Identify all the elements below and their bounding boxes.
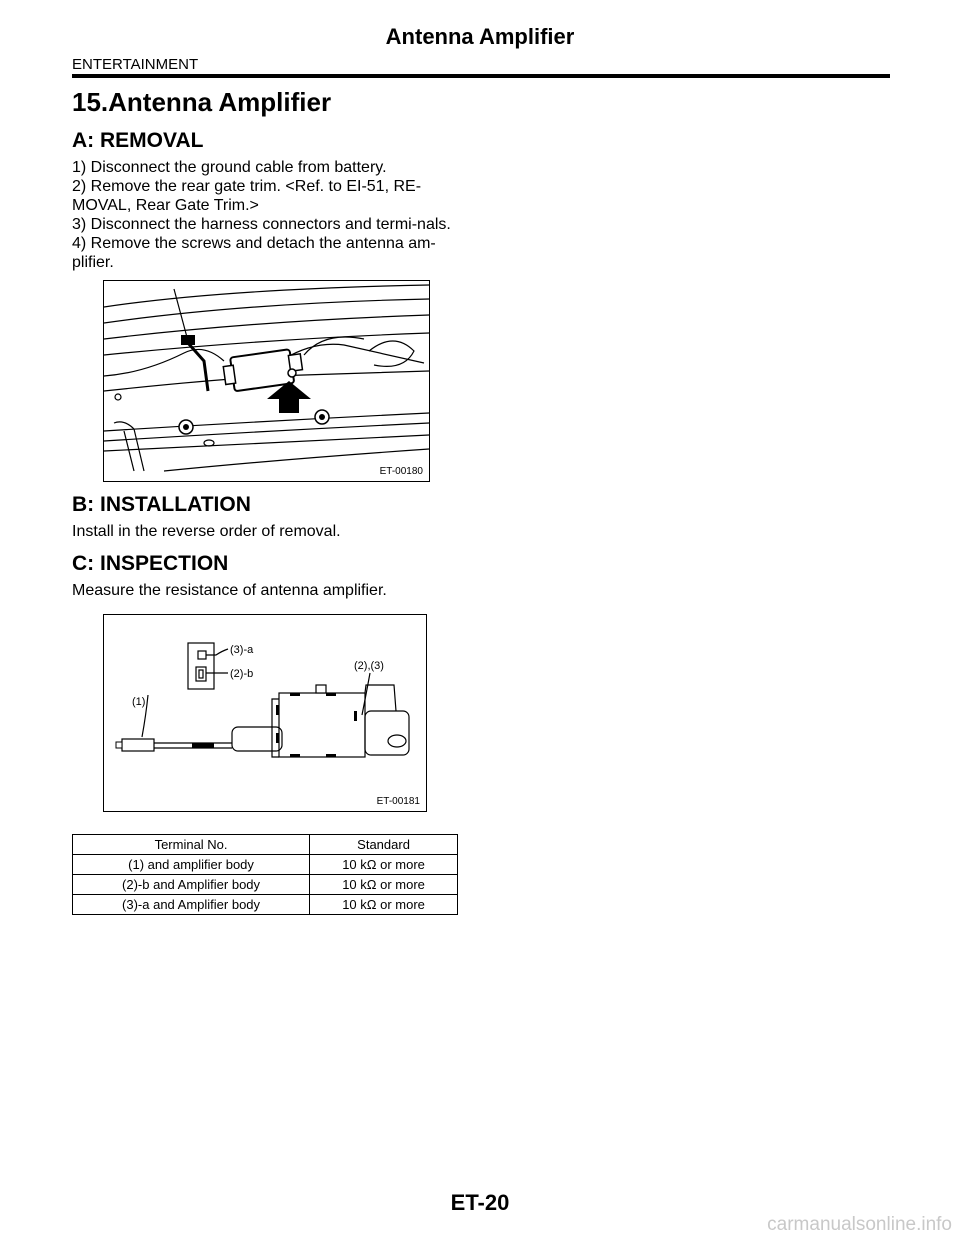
resistance-spec-table: [72, 834, 458, 915]
removal-figure-code: ET-00180: [379, 466, 423, 477]
table-cell: 10 kΩ or more: [310, 855, 458, 875]
removal-figure: [103, 280, 430, 482]
table-header-cell: Terminal No.: [73, 835, 310, 855]
page-number: ET-20: [450, 1190, 510, 1215]
removal-step: 2) Remove the rear gate trim. <Ref. to EI-51, RE-MOVAL, Rear Gate Trim.>: [72, 178, 422, 214]
table-cell: (2)-b and Amplifier body: [73, 875, 310, 895]
page-header-title: Antenna Amplifier: [385, 24, 575, 49]
removal-step: 4) Remove the screws and detach the antenna am-plifier.: [72, 235, 436, 271]
table-cell: (3)-a and Amplifier body: [73, 895, 310, 915]
table-row: [73, 895, 458, 915]
antenna-amplifier-terminal-illustration: [104, 615, 426, 811]
label-2-3: (2),(3): [354, 660, 384, 672]
table-cell: 10 kΩ or more: [310, 875, 458, 895]
inspection-figure-code: ET-00181: [376, 796, 420, 807]
content-column: [72, 86, 460, 915]
inspection-text: Measure the resistance of antenna amplifier.: [72, 582, 387, 599]
main-title: 15.Antenna Amplifier: [72, 87, 332, 117]
installation-heading: B: INSTALLATION: [72, 493, 251, 516]
installation-text: Install in the reverse order of removal.: [72, 523, 341, 540]
table-cell: 10 kΩ or more: [310, 895, 458, 915]
watermark: carmanualsonline.info: [767, 1214, 952, 1235]
table-row: [73, 875, 458, 895]
table-row: [73, 855, 458, 875]
removal-heading: A: REMOVAL: [72, 129, 204, 152]
removal-step: 1) Disconnect the ground cable from battery.: [72, 159, 387, 176]
table-cell: (1) and amplifier body: [73, 855, 310, 875]
label-1: (1): [132, 696, 146, 708]
label-3a: (3)-a: [230, 644, 254, 656]
section-label: ENTERTAINMENT: [72, 56, 199, 73]
antenna-amplifier-location-illustration: [104, 281, 429, 481]
removal-step: 3) Disconnect the harness connectors and termi-nals.: [72, 216, 451, 233]
label-2b: (2)-b: [230, 668, 254, 680]
header-rule: [72, 74, 890, 78]
removal-steps: [72, 158, 460, 272]
table-header-cell: Standard: [310, 835, 458, 855]
inspection-figure: [103, 614, 427, 812]
inspection-heading: C: INSPECTION: [72, 552, 229, 575]
table-header-row: [73, 835, 458, 855]
